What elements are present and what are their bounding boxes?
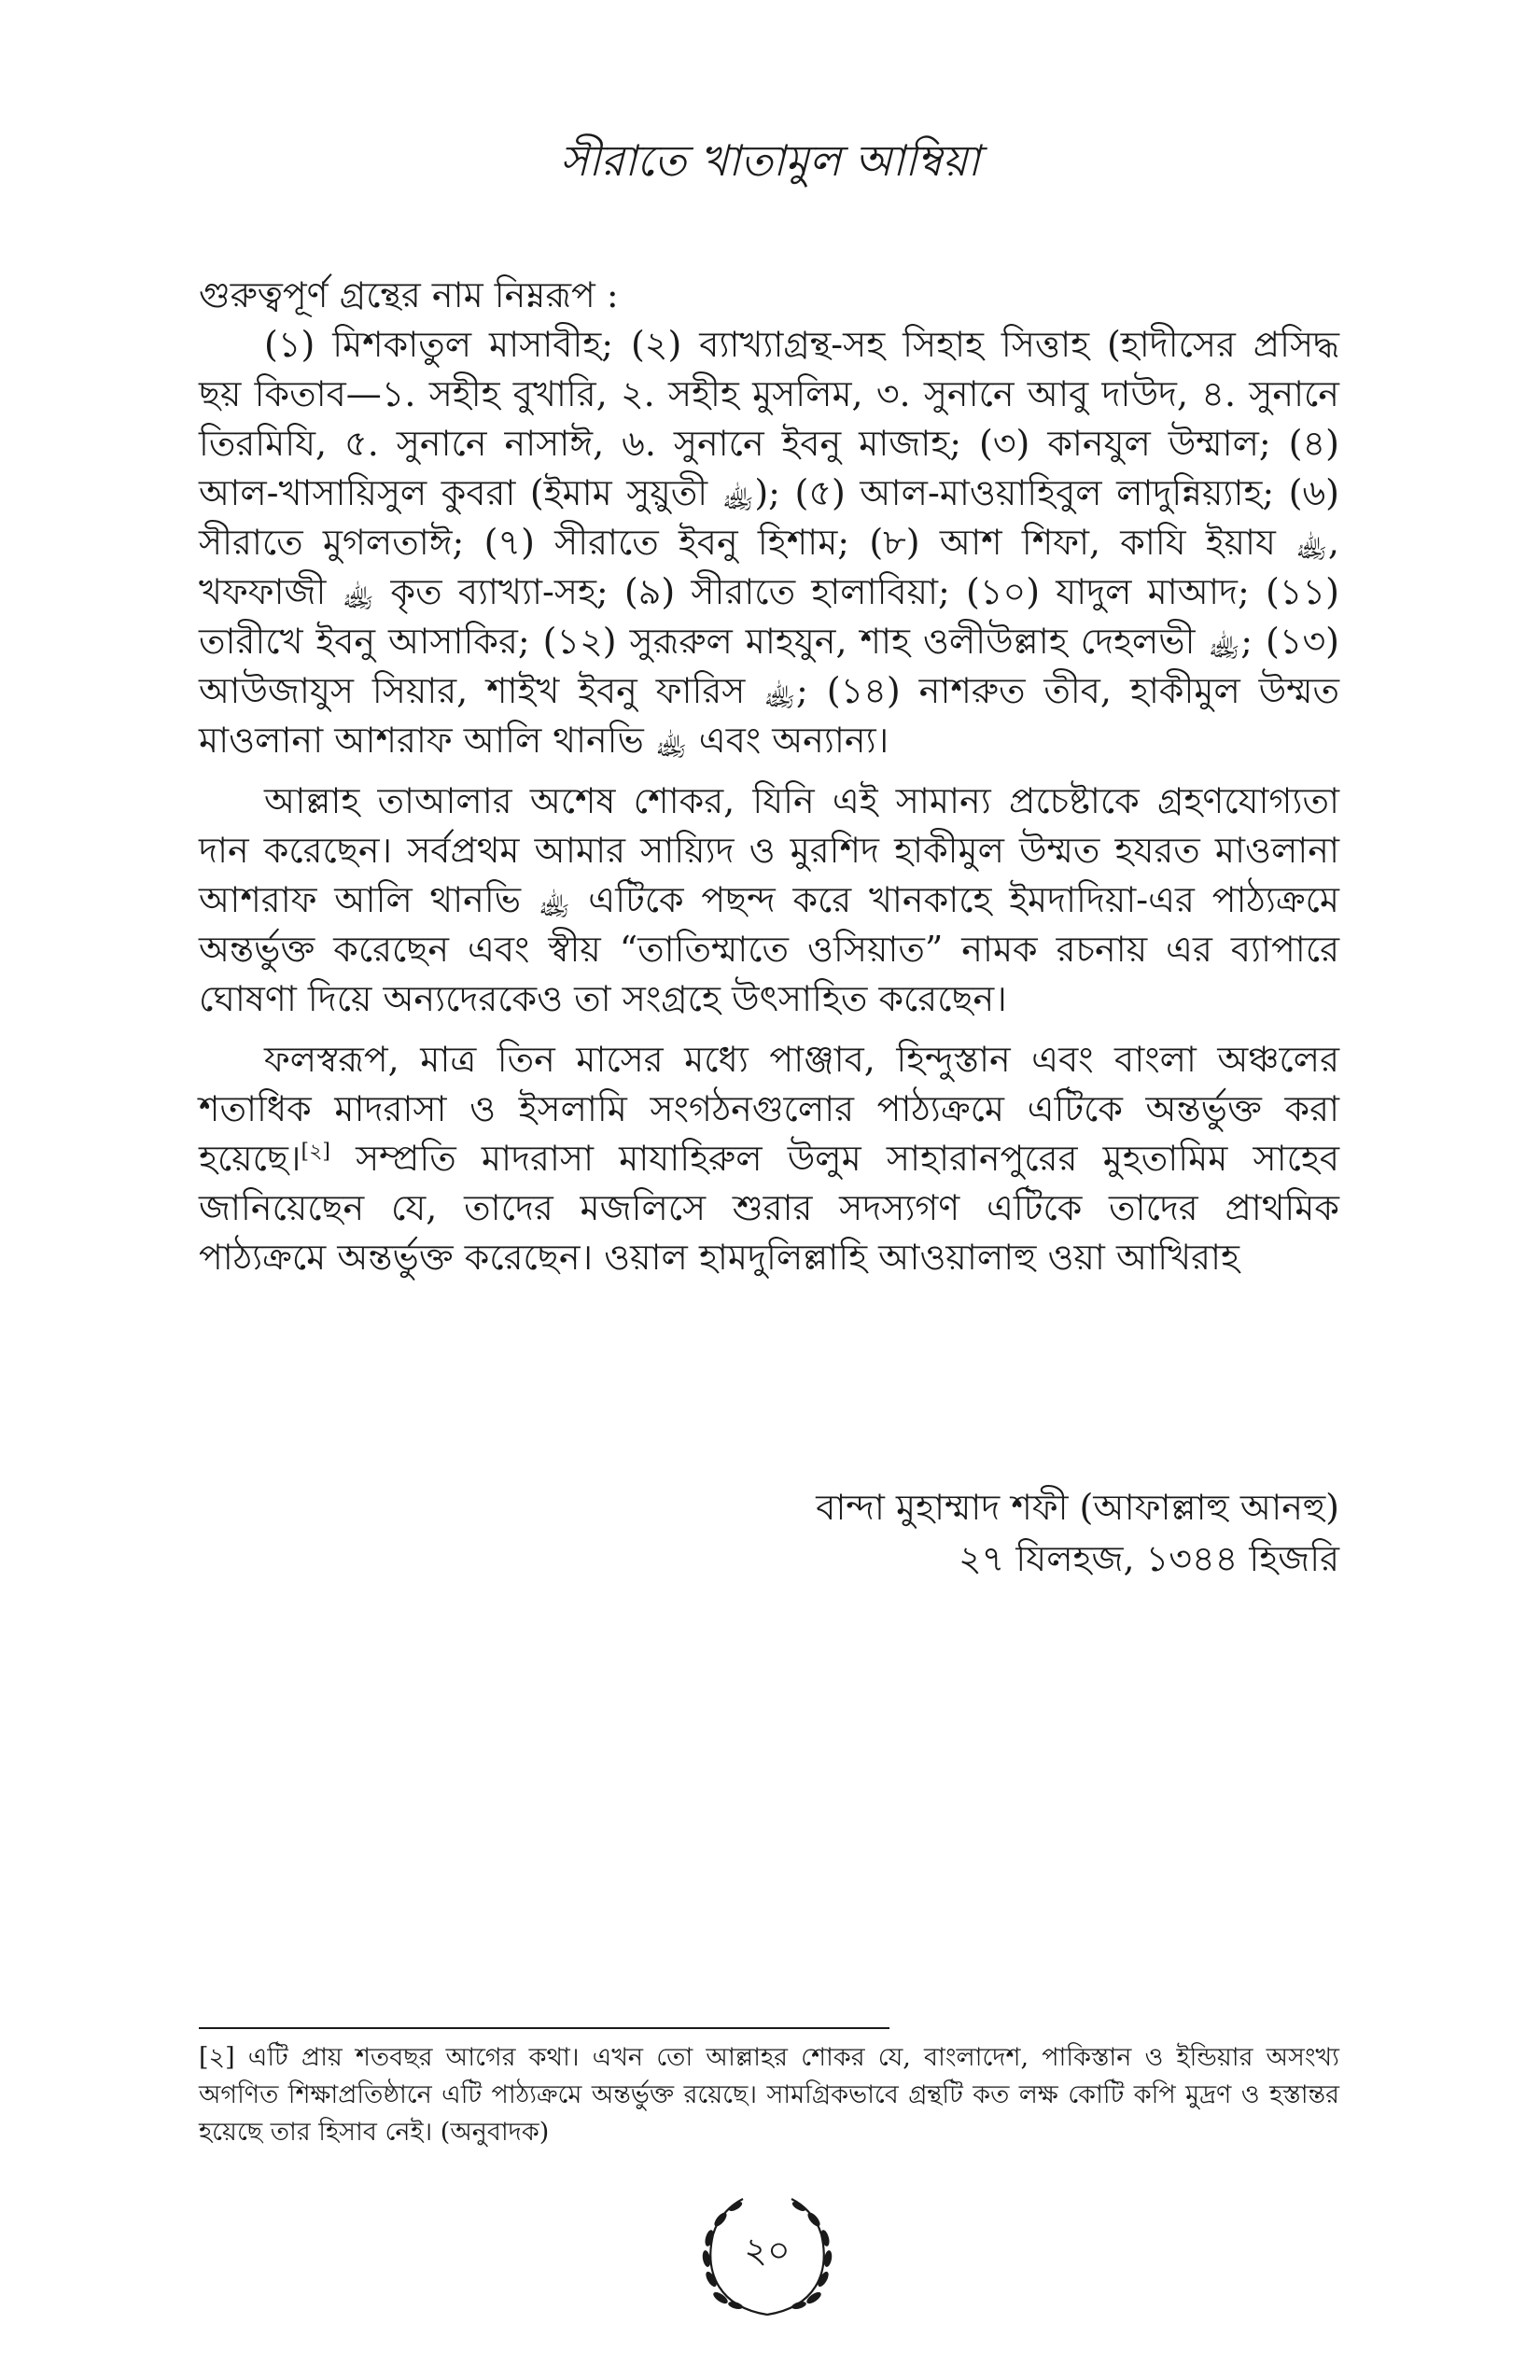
page-number: ২০ (744, 2230, 791, 2271)
footnote: [২] এটি প্রায় শতবছর আগের কথা। এখন তো আল্লাহর শোকর যে, বাংলাদেশ, পাকিস্তান ও ইন্ডিয়ার অসংখ্য অগণিত শিক্ষাপ্রতিষ্ঠানে এটি পাঠ্যক্রমে অন্তর্ভুক্ত রয়েছে। সামগ্রিকভাবে গ্রন্থটি কত লক্ষ কোটি কপি মুদ্রণ ও হস্তান্তর হয়েছে তার হিসাব নেই। (অনুবাদক) (199, 2043, 1339, 2147)
book-list-paragraph: (১) মিশকাতুল মাসাবীহ; (২) ব্যাখ্যাগ্রন্থ-সহ সিহাহ সিত্তাহ (হাদীসের প্রসিদ্ধ ছয় কিতাব—১. সহীহ বুখারি, ২. সহীহ মুসলিম, ৩. সুনানে আবু দাউদ, ৪. সুনানে তিরমিযি, ৫. সুনানে নাসাঈ, ৬. সুনানে ইবনু মাজাহ; (৩) কানযুল উম্মাল; (৪) আল-খাসায়িসুল কুবরা (ইমাম সুয়ুতী ﵀); (৫) আল-মাওয়াহিবুল লাদুন্নিয়্যাহ; (৬) সীরাতে মুগলতাঈ; (৭) সীরাতে ইবনু হিশাম; (৮) আশ শিফা, কাযি ইয়ায ﵀, খফফাজী ﵀ কৃত ব্যাখ্যা-সহ; (৯) সীরাতে হালাবিয়া; (১০) যাদুল মাআদ; (১১) তারীখে ইবনু আসাকির; (১২) সুরূরুল মাহযুন, শাহ ওলীউল্লাহ দেহলভী ﵀; (১৩) আউজাযুস সিয়ার, শাইখ ইবনু ফারিস ﵀; (১৪) নাশরুত তীব, হাকীমুল উম্মত মাওলানা আশরাফ আলি থানভি ﵀ এবং অন্যান্য। (199, 324, 1339, 761)
result-text-before: ফলস্বরূপ, মাত্র তিন মাসের মধ্যে পাঞ্জাব, হিন্দুস্তান এবং বাংলা অঞ্চলের শতাধিক মাদরাসা ও ইসলামি সংগঠনগুলোর পাঠ্যক্রমে এটিকে অন্তর্ভুক্ত করা হয়েছে। (199, 1039, 1339, 1179)
signature-block (199, 1482, 1339, 1585)
book-list-lead: গুরুত্বপূর্ণ গ্রন্থের নাম নিম্নরূপ : (199, 274, 619, 315)
main-text (199, 271, 1339, 1294)
author-name: বান্দা মুহাম্মাদ শফী (আফাল্লাহু আনহু) (816, 1487, 1339, 1528)
footnote-divider (199, 2027, 889, 2029)
signature-date: ২৭ যিলহজ, ১৩৪৪ হিজরি (958, 1538, 1339, 1579)
running-head-title: সীরাতে খাতামুল আম্বিয়া (559, 135, 980, 186)
result-text-after: সম্প্রতি মাদরাসা মাযাহিরুল উলুম সাহারানপুরের মুহতামিম সাহেব জানিয়েছেন যে, তাদের মজলিসে শুরার সদস্যগণ এটিকে তাদের প্রাথমিক পাঠ্যক্রমে অন্তর্ভুক্ত করেছেন। ওয়াল হামদুলিল্লাহি আওয়ালাহু ওয়া আখিরাহ (199, 1138, 1339, 1278)
page-number-ornament (683, 2186, 851, 2326)
gratitude-paragraph: আল্লাহ তাআলার অশেষ শোকর, যিনি এই সামান্য প্রচেষ্টাকে গ্রহণযোগ্যতা দান করেছেন। সর্বপ্রথম আমার সায়্যিদ ও মুরশিদ হাকীমুল উম্মত হযরত মাওলানা আশরাফ আলি থানভি ﵀ এটিকে পছন্দ করে খানকাহে ইমদাদিয়া-এর পাঠ্যক্রমে অন্তর্ভুক্ত করেছেন এবং স্বীয় “তাতিম্মাতে ওসিয়াত” নামক রচনায় এর ব্যাপারে ঘোষণা দিয়ে অন্যদেরকেও তা সংগ্রহে উৎসাহিত করেছেন। (199, 780, 1339, 1019)
result-paragraph (199, 1035, 1339, 1282)
footnote-reference[interactable]: [২] (301, 1140, 330, 1164)
